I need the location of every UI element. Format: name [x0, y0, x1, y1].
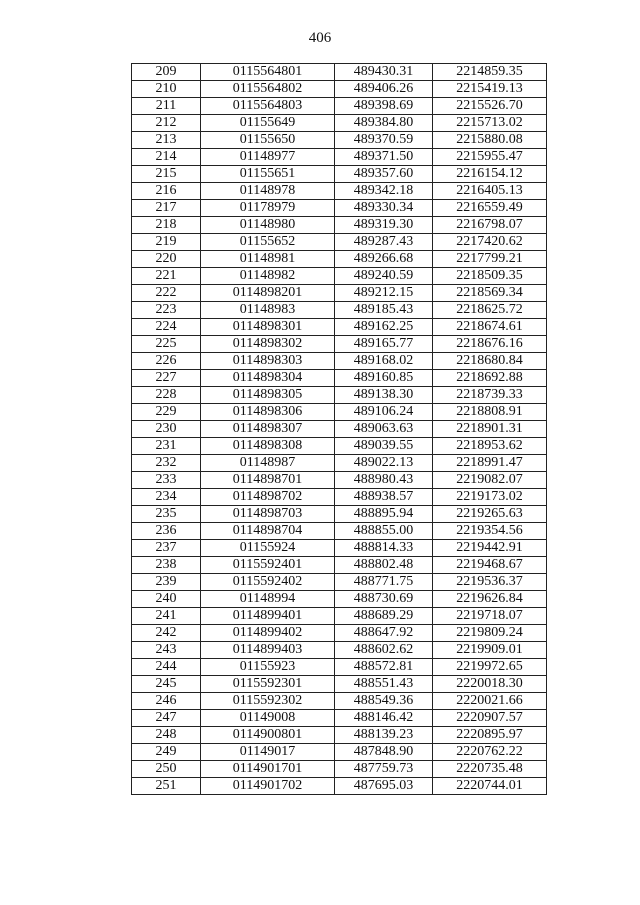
row-number-cell: 215	[132, 166, 201, 183]
x-coordinate-cell: 487848.90	[335, 744, 433, 761]
row-number-cell: 213	[132, 132, 201, 149]
row-number-cell: 243	[132, 642, 201, 659]
y-coordinate-cell: 2218680.84	[433, 353, 547, 370]
row-number-cell: 226	[132, 353, 201, 370]
point-id-cell: 0114901702	[201, 778, 335, 795]
point-id-cell: 01178979	[201, 200, 335, 217]
row-number-cell: 217	[132, 200, 201, 217]
row-number-cell: 223	[132, 302, 201, 319]
y-coordinate-cell: 2216559.49	[433, 200, 547, 217]
y-coordinate-cell: 2220762.22	[433, 744, 547, 761]
row-number-cell: 224	[132, 319, 201, 336]
x-coordinate-cell: 487695.03	[335, 778, 433, 795]
y-coordinate-cell: 2216405.13	[433, 183, 547, 200]
y-coordinate-cell: 2218509.35	[433, 268, 547, 285]
point-id-cell: 01155650	[201, 132, 335, 149]
table-row	[132, 523, 547, 540]
point-id-cell: 01155652	[201, 234, 335, 251]
y-coordinate-cell: 2218692.88	[433, 370, 547, 387]
row-number-cell: 210	[132, 81, 201, 98]
row-number-cell: 231	[132, 438, 201, 455]
point-id-cell: 01148982	[201, 268, 335, 285]
y-coordinate-cell: 2219809.24	[433, 625, 547, 642]
point-id-cell: 0114901701	[201, 761, 335, 778]
point-id-cell: 0115564801	[201, 64, 335, 81]
table-row	[132, 251, 547, 268]
x-coordinate-cell: 489162.25	[335, 319, 433, 336]
x-coordinate-cell: 489240.59	[335, 268, 433, 285]
point-id-cell: 0114899403	[201, 642, 335, 659]
row-number-cell: 222	[132, 285, 201, 302]
table-row	[132, 472, 547, 489]
y-coordinate-cell: 2215526.70	[433, 98, 547, 115]
row-number-cell: 216	[132, 183, 201, 200]
row-number-cell: 249	[132, 744, 201, 761]
x-coordinate-cell: 488730.69	[335, 591, 433, 608]
table-row	[132, 625, 547, 642]
y-coordinate-cell: 2219354.56	[433, 523, 547, 540]
table-row	[132, 64, 547, 81]
x-coordinate-cell: 489384.80	[335, 115, 433, 132]
table-row	[132, 540, 547, 557]
table-row	[132, 166, 547, 183]
table-row	[132, 591, 547, 608]
y-coordinate-cell: 2220744.01	[433, 778, 547, 795]
x-coordinate-cell: 489357.60	[335, 166, 433, 183]
point-id-cell: 0114898701	[201, 472, 335, 489]
table-row	[132, 149, 547, 166]
table-row	[132, 404, 547, 421]
point-id-cell: 0114898301	[201, 319, 335, 336]
table-row	[132, 557, 547, 574]
x-coordinate-cell: 489168.02	[335, 353, 433, 370]
point-id-cell: 01155924	[201, 540, 335, 557]
table-row	[132, 455, 547, 472]
point-id-cell: 01148980	[201, 217, 335, 234]
row-number-cell: 225	[132, 336, 201, 353]
row-number-cell: 233	[132, 472, 201, 489]
row-number-cell: 236	[132, 523, 201, 540]
x-coordinate-cell: 489342.18	[335, 183, 433, 200]
table-row	[132, 727, 547, 744]
table-row	[132, 336, 547, 353]
point-id-cell: 0114898307	[201, 421, 335, 438]
y-coordinate-cell: 2219082.07	[433, 472, 547, 489]
row-number-cell: 228	[132, 387, 201, 404]
point-id-cell: 0115564802	[201, 81, 335, 98]
row-number-cell: 245	[132, 676, 201, 693]
y-coordinate-cell: 2219718.07	[433, 608, 547, 625]
point-id-cell: 0114898305	[201, 387, 335, 404]
table-row	[132, 217, 547, 234]
point-id-cell: 0114898201	[201, 285, 335, 302]
table-row	[132, 676, 547, 693]
x-coordinate-cell: 488551.43	[335, 676, 433, 693]
point-id-cell: 0114899401	[201, 608, 335, 625]
y-coordinate-cell: 2215880.08	[433, 132, 547, 149]
x-coordinate-cell: 488938.57	[335, 489, 433, 506]
row-number-cell: 251	[132, 778, 201, 795]
x-coordinate-cell: 489319.30	[335, 217, 433, 234]
table-row	[132, 285, 547, 302]
coordinates-table	[131, 63, 547, 795]
point-id-cell: 0114898306	[201, 404, 335, 421]
point-id-cell: 01148983	[201, 302, 335, 319]
point-id-cell: 0114898702	[201, 489, 335, 506]
table-row	[132, 370, 547, 387]
table-row	[132, 659, 547, 676]
row-number-cell: 209	[132, 64, 201, 81]
table-row	[132, 234, 547, 251]
table-row	[132, 132, 547, 149]
y-coordinate-cell: 2215419.13	[433, 81, 547, 98]
x-coordinate-cell: 489165.77	[335, 336, 433, 353]
row-number-cell: 241	[132, 608, 201, 625]
x-coordinate-cell: 489022.13	[335, 455, 433, 472]
x-coordinate-cell: 489398.69	[335, 98, 433, 115]
x-coordinate-cell: 487759.73	[335, 761, 433, 778]
y-coordinate-cell: 2215955.47	[433, 149, 547, 166]
y-coordinate-cell: 2219972.65	[433, 659, 547, 676]
y-coordinate-cell: 2218739.33	[433, 387, 547, 404]
row-number-cell: 248	[132, 727, 201, 744]
row-number-cell: 232	[132, 455, 201, 472]
x-coordinate-cell: 489138.30	[335, 387, 433, 404]
point-id-cell: 01148987	[201, 455, 335, 472]
row-number-cell: 230	[132, 421, 201, 438]
y-coordinate-cell: 2219468.67	[433, 557, 547, 574]
table-row	[132, 693, 547, 710]
point-id-cell: 0114899402	[201, 625, 335, 642]
x-coordinate-cell: 488139.23	[335, 727, 433, 744]
x-coordinate-cell: 488602.62	[335, 642, 433, 659]
row-number-cell: 246	[132, 693, 201, 710]
y-coordinate-cell: 2220021.66	[433, 693, 547, 710]
row-number-cell: 218	[132, 217, 201, 234]
y-coordinate-cell: 2217420.62	[433, 234, 547, 251]
y-coordinate-cell: 2214859.35	[433, 64, 547, 81]
row-number-cell: 247	[132, 710, 201, 727]
point-id-cell: 01155649	[201, 115, 335, 132]
point-id-cell: 0114898308	[201, 438, 335, 455]
point-id-cell: 0115564803	[201, 98, 335, 115]
x-coordinate-cell: 488980.43	[335, 472, 433, 489]
x-coordinate-cell: 489371.50	[335, 149, 433, 166]
table-row	[132, 574, 547, 591]
x-coordinate-cell: 488146.42	[335, 710, 433, 727]
row-number-cell: 211	[132, 98, 201, 115]
y-coordinate-cell: 2220018.30	[433, 676, 547, 693]
y-coordinate-cell: 2218676.16	[433, 336, 547, 353]
x-coordinate-cell: 488771.75	[335, 574, 433, 591]
table-row	[132, 506, 547, 523]
y-coordinate-cell: 2218991.47	[433, 455, 547, 472]
table-row	[132, 319, 547, 336]
y-coordinate-cell: 2216798.07	[433, 217, 547, 234]
y-coordinate-cell: 2219173.02	[433, 489, 547, 506]
point-id-cell: 01148978	[201, 183, 335, 200]
row-number-cell: 227	[132, 370, 201, 387]
coordinates-table-body	[132, 64, 547, 795]
point-id-cell: 01155651	[201, 166, 335, 183]
row-number-cell: 229	[132, 404, 201, 421]
table-row	[132, 710, 547, 727]
table-row	[132, 642, 547, 659]
y-coordinate-cell: 2218808.91	[433, 404, 547, 421]
point-id-cell: 01149017	[201, 744, 335, 761]
point-id-cell: 0114898304	[201, 370, 335, 387]
point-id-cell: 01148981	[201, 251, 335, 268]
row-number-cell: 239	[132, 574, 201, 591]
y-coordinate-cell: 2219442.91	[433, 540, 547, 557]
table-row	[132, 387, 547, 404]
y-coordinate-cell: 2217799.21	[433, 251, 547, 268]
x-coordinate-cell: 488895.94	[335, 506, 433, 523]
row-number-cell: 219	[132, 234, 201, 251]
y-coordinate-cell: 2218901.31	[433, 421, 547, 438]
x-coordinate-cell: 489039.55	[335, 438, 433, 455]
point-id-cell: 0115592401	[201, 557, 335, 574]
x-coordinate-cell: 489266.68	[335, 251, 433, 268]
row-number-cell: 244	[132, 659, 201, 676]
y-coordinate-cell: 2219909.01	[433, 642, 547, 659]
x-coordinate-cell: 489160.85	[335, 370, 433, 387]
row-number-cell: 214	[132, 149, 201, 166]
x-coordinate-cell: 488572.81	[335, 659, 433, 676]
row-number-cell: 250	[132, 761, 201, 778]
y-coordinate-cell: 2218569.34	[433, 285, 547, 302]
x-coordinate-cell: 488689.29	[335, 608, 433, 625]
x-coordinate-cell: 489330.34	[335, 200, 433, 217]
point-id-cell: 0115592301	[201, 676, 335, 693]
y-coordinate-cell: 2218625.72	[433, 302, 547, 319]
table-row	[132, 200, 547, 217]
point-id-cell: 01155923	[201, 659, 335, 676]
x-coordinate-cell: 489406.26	[335, 81, 433, 98]
y-coordinate-cell: 2218953.62	[433, 438, 547, 455]
x-coordinate-cell: 488855.00	[335, 523, 433, 540]
y-coordinate-cell: 2219265.63	[433, 506, 547, 523]
point-id-cell: 0115592402	[201, 574, 335, 591]
point-id-cell: 0114900801	[201, 727, 335, 744]
table-row	[132, 302, 547, 319]
table-row	[132, 98, 547, 115]
point-id-cell: 01148977	[201, 149, 335, 166]
row-number-cell: 235	[132, 506, 201, 523]
y-coordinate-cell: 2220907.57	[433, 710, 547, 727]
row-number-cell: 220	[132, 251, 201, 268]
table-row	[132, 421, 547, 438]
y-coordinate-cell: 2219536.37	[433, 574, 547, 591]
x-coordinate-cell: 488647.92	[335, 625, 433, 642]
x-coordinate-cell: 488814.33	[335, 540, 433, 557]
x-coordinate-cell: 488802.48	[335, 557, 433, 574]
table-row	[132, 353, 547, 370]
y-coordinate-cell: 2215713.02	[433, 115, 547, 132]
row-number-cell: 238	[132, 557, 201, 574]
x-coordinate-cell: 488549.36	[335, 693, 433, 710]
x-coordinate-cell: 489287.43	[335, 234, 433, 251]
y-coordinate-cell: 2219626.84	[433, 591, 547, 608]
point-id-cell: 01149008	[201, 710, 335, 727]
page-number: 406	[308, 30, 332, 46]
y-coordinate-cell: 2218674.61	[433, 319, 547, 336]
table-row	[132, 438, 547, 455]
table-row	[132, 778, 547, 795]
x-coordinate-cell: 489212.15	[335, 285, 433, 302]
table-row	[132, 489, 547, 506]
x-coordinate-cell: 489185.43	[335, 302, 433, 319]
row-number-cell: 212	[132, 115, 201, 132]
y-coordinate-cell: 2216154.12	[433, 166, 547, 183]
point-id-cell: 0114898703	[201, 506, 335, 523]
table-row	[132, 183, 547, 200]
table-row	[132, 268, 547, 285]
point-id-cell: 01148994	[201, 591, 335, 608]
row-number-cell: 234	[132, 489, 201, 506]
row-number-cell: 242	[132, 625, 201, 642]
x-coordinate-cell: 489370.59	[335, 132, 433, 149]
x-coordinate-cell: 489430.31	[335, 64, 433, 81]
table-row	[132, 608, 547, 625]
x-coordinate-cell: 489106.24	[335, 404, 433, 421]
table-row	[132, 744, 547, 761]
row-number-cell: 240	[132, 591, 201, 608]
table-row	[132, 115, 547, 132]
point-id-cell: 0115592302	[201, 693, 335, 710]
row-number-cell: 237	[132, 540, 201, 557]
table-row	[132, 761, 547, 778]
x-coordinate-cell: 489063.63	[335, 421, 433, 438]
point-id-cell: 0114898704	[201, 523, 335, 540]
point-id-cell: 0114898303	[201, 353, 335, 370]
table-row	[132, 81, 547, 98]
row-number-cell: 221	[132, 268, 201, 285]
point-id-cell: 0114898302	[201, 336, 335, 353]
y-coordinate-cell: 2220895.97	[433, 727, 547, 744]
y-coordinate-cell: 2220735.48	[433, 761, 547, 778]
